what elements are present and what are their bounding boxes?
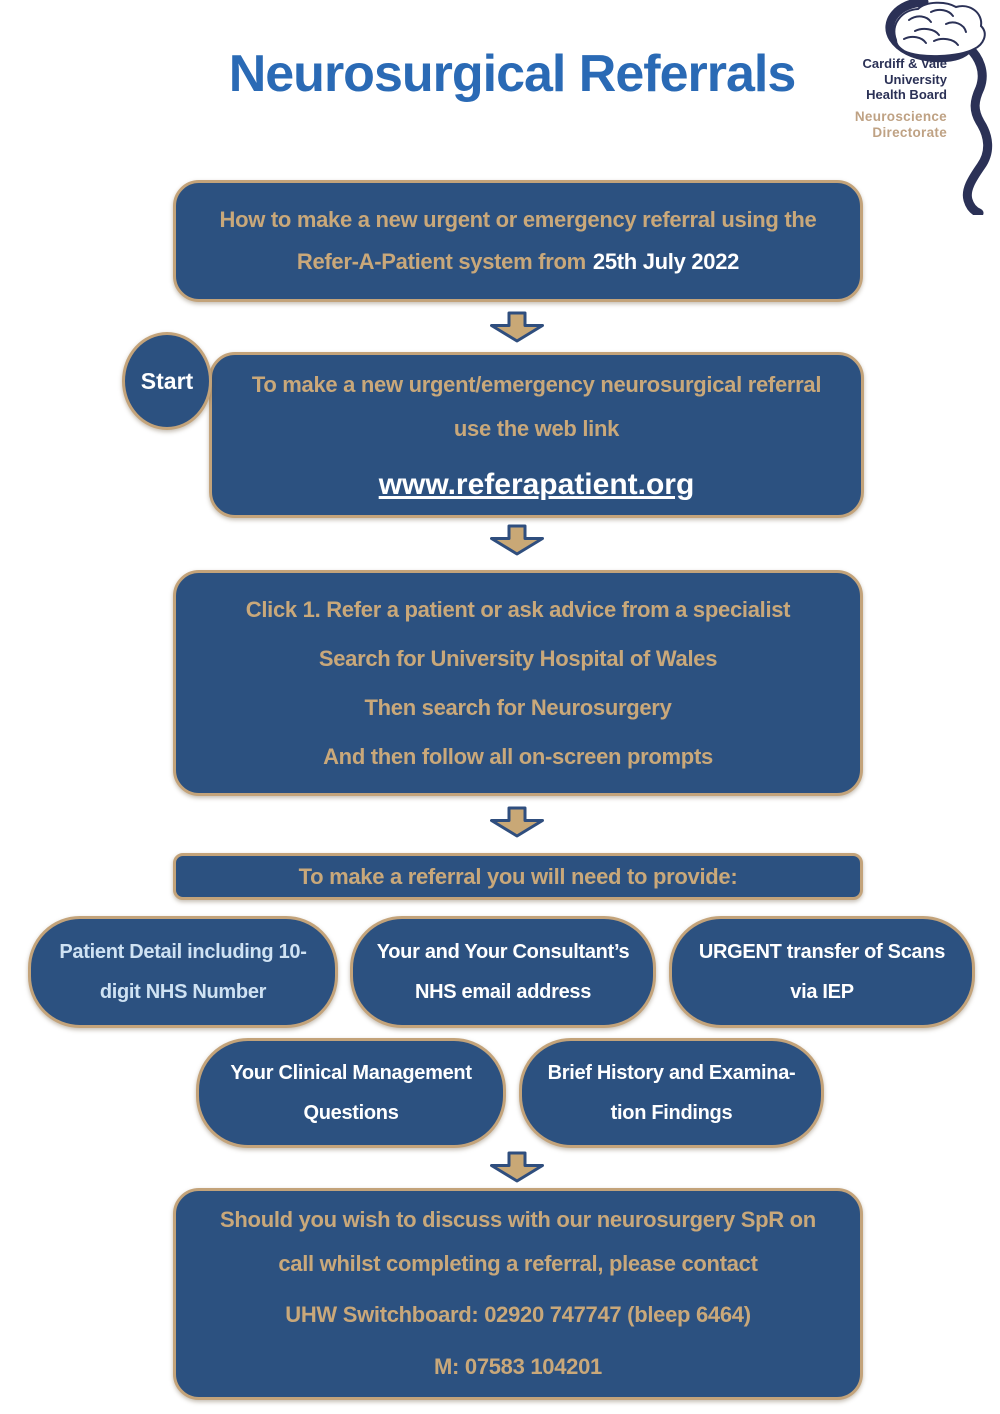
org-name-line: Cardiff & Vale [862, 56, 947, 71]
requirement-pill-line: Patient Detail including 10- [59, 941, 307, 963]
requirement-pill-nhs-email [350, 916, 656, 1028]
health-board-logo [825, 0, 1000, 215]
org-name [825, 56, 947, 103]
down-arrow-icon [490, 1151, 544, 1183]
org-name-line: University [884, 71, 947, 87]
intro-box-line1: How to make a new urgent or emergency referral using the [219, 207, 817, 232]
requirement-pill-history-findings [519, 1038, 824, 1148]
requirement-pill-clinical-questions [196, 1038, 506, 1148]
requirement-pill-line: NHS email address [414, 981, 592, 1003]
steps-box-line: Click 1. Refer a patient or ask advice from a specialist [245, 597, 791, 622]
weblink-box-line1: To make a new urgent/emergency neurosurgical referral [251, 372, 822, 397]
requirement-pill-line: Brief History and Examina- [547, 1062, 796, 1084]
directorate-name-line: Neuroscience [854, 109, 947, 124]
requirement-pill-line: digit NHS Number [99, 981, 267, 1003]
page-title: Neurosurgical Referrals [228, 45, 796, 103]
requirement-pill-line: via IEP [790, 981, 854, 1003]
requirement-pill-scan-transfer [669, 916, 975, 1028]
weblink-box-line2: use the web link [453, 416, 620, 441]
directorate-name-line: Directorate [872, 125, 947, 140]
provide-box-label: To make a referral you will need to provide: [298, 863, 738, 889]
requirement-pill-line: Your Clinical Management [230, 1062, 472, 1084]
down-arrow-icon [490, 524, 544, 556]
down-arrow-icon [490, 311, 544, 343]
provide-box [173, 853, 863, 900]
intro-box-line2-text: Refer-A-Patient system from [296, 249, 586, 274]
requirement-pill-line: Your and Your Consultant’s [376, 941, 630, 963]
requirement-pill-line: URGENT transfer of Scans [698, 941, 946, 963]
down-arrow-icon [490, 806, 544, 838]
steps-box-line: Then search for Neurosurgery [364, 695, 672, 720]
refer-a-patient-link[interactable]: www.referapatient.org [378, 468, 695, 501]
requirement-pill-line: Questions [303, 1102, 399, 1124]
org-name-line: Health Board [866, 87, 947, 102]
intro-box-line2 [297, 241, 739, 283]
contact-box-line: Should you wish to discuss with our neurosurgery SpR on [220, 1207, 816, 1232]
steps-box-line: Search for University Hospital of Wales [318, 646, 718, 671]
start-badge: Start [122, 332, 212, 430]
weblink-box [209, 352, 864, 518]
contact-box [173, 1188, 863, 1400]
steps-box-line: And then follow all on-screen prompts [323, 744, 713, 769]
requirement-pill-line: tion Findings [610, 1102, 733, 1124]
go-live-date: 25th July 2022 [592, 249, 740, 274]
brain-spine-icon [825, 0, 1000, 215]
steps-box [173, 570, 863, 796]
requirement-pill-patient-detail [28, 916, 338, 1028]
switchboard-number: UHW Switchboard: 02920 747747 (bleep 6464) [285, 1302, 751, 1327]
mobile-number: M: 07583 104201 [434, 1354, 602, 1379]
contact-box-line: call whilst completing a referral, please contact [278, 1251, 758, 1276]
directorate-name [825, 109, 947, 141]
intro-box [173, 180, 863, 302]
